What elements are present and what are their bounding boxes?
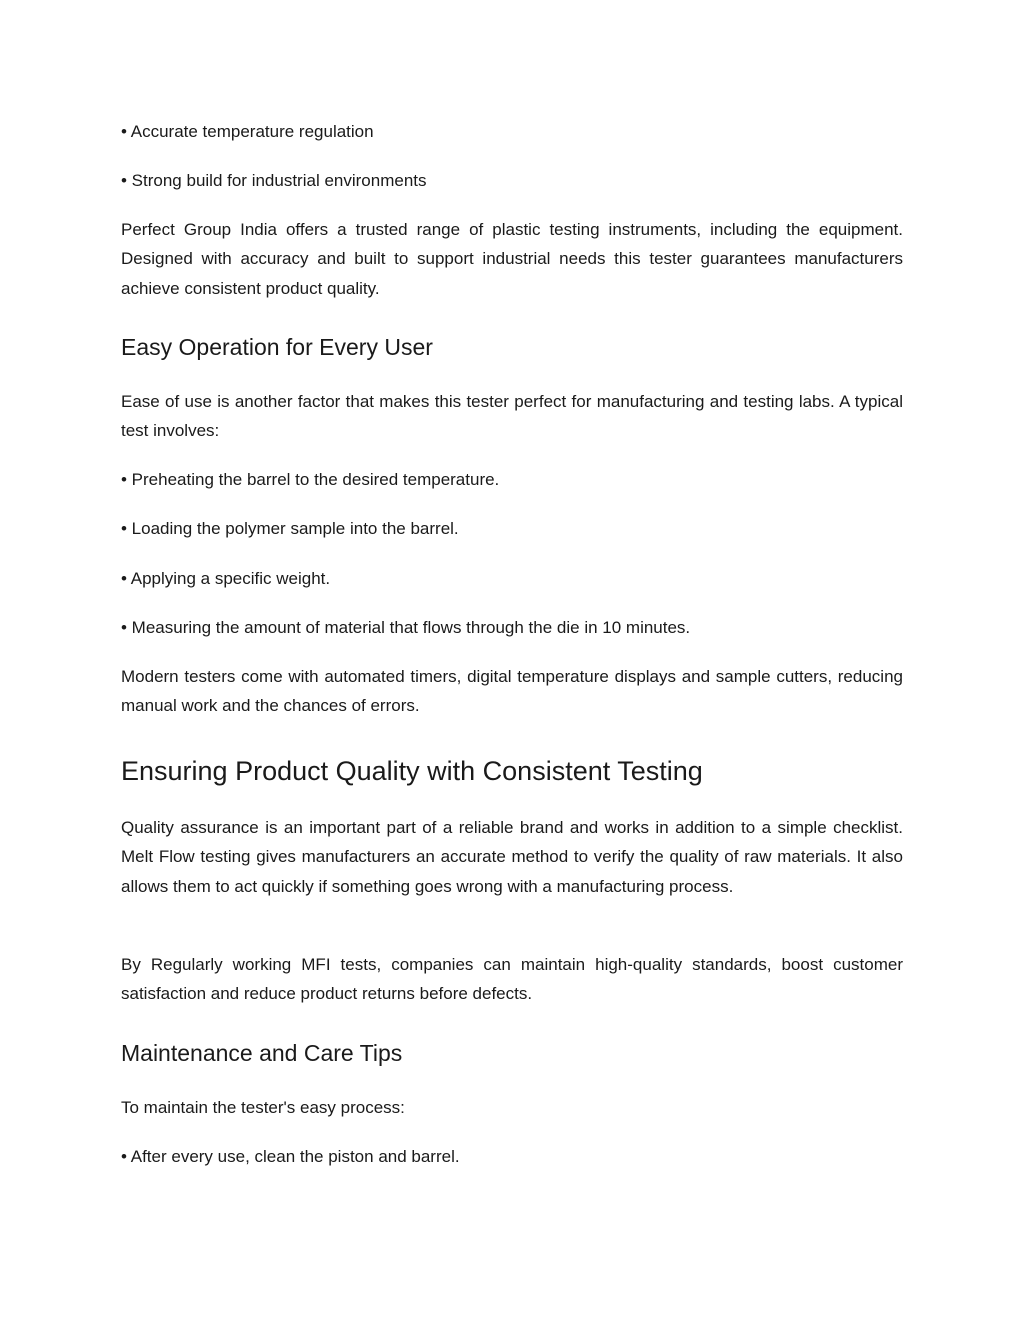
step-item: • Measuring the amount of material that flows through the die in 10 minutes. (121, 618, 691, 637)
product-quality-paragraph-2: By Regularly working MFI tests, companies can maintain high-quality standards, boost customer satisfaction and reduce product returns before defects. (121, 955, 903, 1004)
step-item: • Applying a specific weight. (121, 569, 331, 588)
section-heading-maintenance: Maintenance and Care Tips (121, 1040, 403, 1066)
bullet-item: • Accurate temperature regulation (121, 122, 374, 141)
easy-operation-closing-paragraph: Modern testers come with automated timers, digital temperature displays and sample cutters, reducing manual work and the chances of errors. (121, 667, 903, 716)
intro-paragraph: Perfect Group India offers a trusted range of plastic testing instruments, including the equipment. Designed with accuracy and built to support industrial needs this tester guarantees manufacturers achieve consistent product quality. (121, 220, 903, 298)
maintenance-step-item: • After every use, clean the piston and barrel. (121, 1147, 460, 1166)
bullet-item: • Strong build for industrial environments (121, 171, 427, 190)
product-quality-paragraph: Quality assurance is an important part of a reliable brand and works in addition to a simple checklist. Melt Flow testing gives manufacturers an accurate method to verify the quality of raw materials. It also allows them to act quickly if something goes wrong with a manufacturing process. (121, 818, 903, 896)
section-heading-easy-operation: Easy Operation for Every User (121, 334, 433, 360)
step-item: • Loading the polymer sample into the barrel. (121, 519, 459, 538)
easy-operation-paragraph: Ease of use is another factor that makes this tester perfect for manufacturing and testing labs. A typical test involves: (121, 392, 903, 441)
section-heading-product-quality: Ensuring Product Quality with Consistent Testing (121, 756, 703, 786)
maintenance-paragraph: To maintain the tester's easy process: (121, 1098, 405, 1117)
step-item: • Preheating the barrel to the desired temperature. (121, 470, 500, 489)
